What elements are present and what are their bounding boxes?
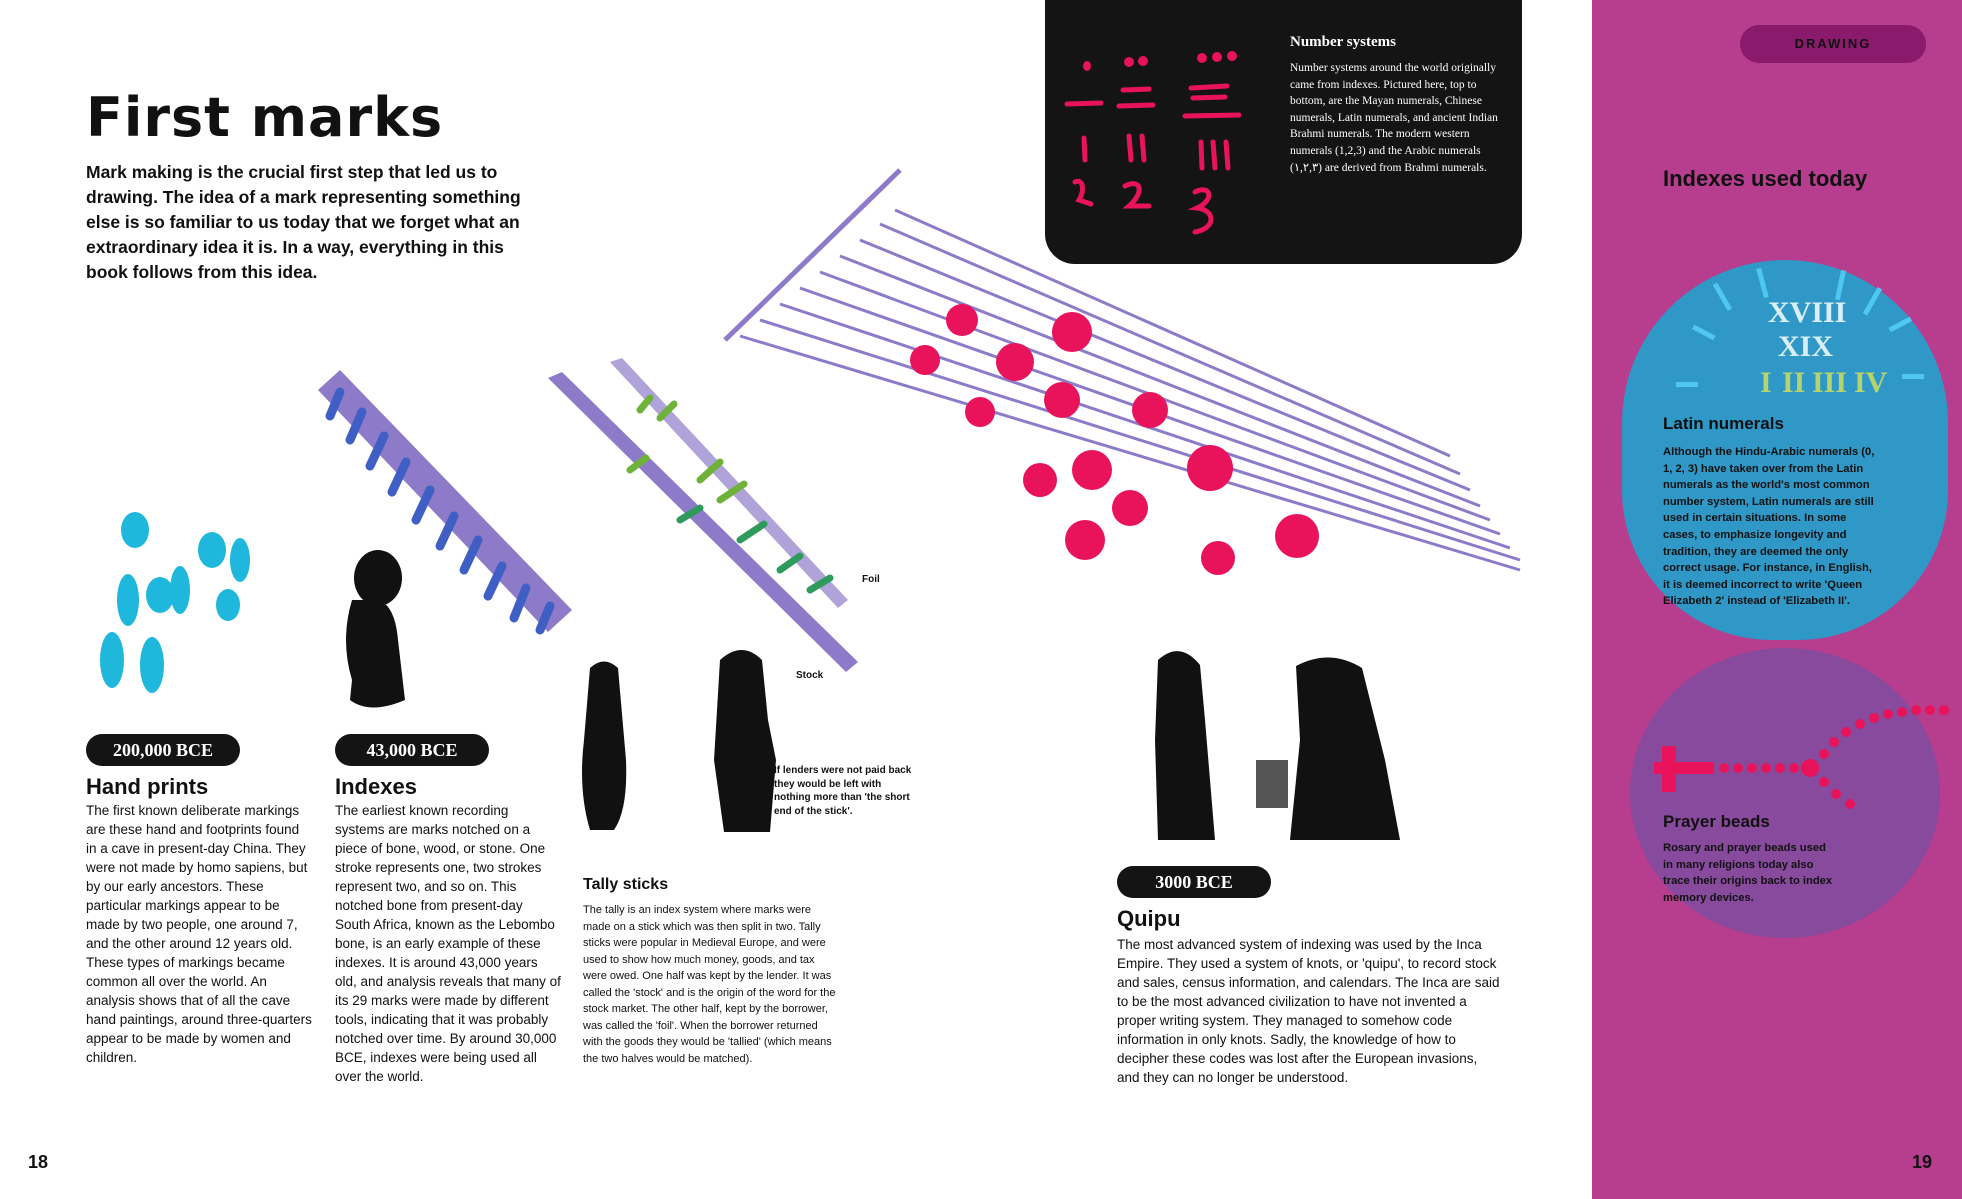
numeral-18: XVIII — [1768, 296, 1847, 329]
date-badge-hand-prints: 200,000 BCE — [86, 734, 240, 766]
indexes-heading: Indexes — [335, 774, 417, 799]
tally-caption: If lenders were not paid back they would be left with nothing more than 'the short end of the stick'. — [774, 765, 912, 817]
page-title: First marks — [86, 86, 444, 149]
tally-figures-illustration — [582, 650, 776, 832]
numeral-2: II — [1782, 366, 1806, 399]
drawing-tab[interactable]: DRAWING — [1740, 25, 1926, 63]
prayer-beads-body: Rosary and prayer beads used in many religions today also trace their origins back to index memory devices. — [1663, 842, 1833, 904]
quipu-illustration — [725, 170, 1520, 575]
tally-heading: Tally sticks — [583, 876, 669, 893]
prayer-beads-heading: Prayer beads — [1663, 812, 1770, 831]
quipu-figures-illustration — [1155, 651, 1400, 840]
stock-label: Stock — [796, 670, 824, 681]
hand-prints-heading: Hand prints — [86, 774, 209, 799]
latin-numerals-body: Although the Hindu-Arabic numerals (0, 1, 2, 3) have taken over from the Latin numerals as the world's most common number system, Latin numerals are still used in certain situations. In some cases, to emphasize longevity and tradition, they are deemed the only correct usage. For instance, in English, it is deemed incorrect to write 'Queen Elizabeth 2' instead of 'Elizabeth II'. — [1663, 446, 1875, 608]
sidebar-title: Indexes used today — [1663, 166, 1868, 191]
date-badge-indexes: 43,000 BCE — [335, 734, 489, 766]
intro-paragraph: Mark making is the crucial first step that led us to drawing. The idea of a mark representing something else is so familiar to us today that we forget what an extraordinary idea it is. In a way, everything in this book follows from this idea. — [86, 162, 521, 282]
latin-numerals-heading: Latin numerals — [1663, 414, 1784, 433]
tally-sticks-illustration — [548, 358, 858, 672]
numeral-4: IV — [1854, 366, 1888, 399]
numeral-19: XIX — [1778, 330, 1834, 363]
quipu-body: The most advanced system of indexing was used by the Inca Empire. They used a system of knots, or 'quipu', to record stock and sales, census information, and calendars. The Inca are said to be the most advanced civilization to have not invented a proper writing system. They managed to somehow code information in only knots. Sadly, the knowledge of how to decipher these codes was lost after the European invasions, and they can no longer be understood. — [1117, 937, 1500, 1085]
numeral-1: I — [1760, 366, 1772, 399]
lebombo-bone-illustration — [318, 370, 572, 632]
tally-body: The tally is an index system where marks were made on a stick which was then split in two. Tally sticks were popular in Medieval Europe, and were used to show how much money, goods, and tax were owed. One half was kept by the lender. It was called the 'stock' and is the origin of the word for the stock market. The other half, kept by the borrower, was called the 'foil'. When the borrower returned with the goods they would be 'tallied' (which means the two halves would be matched). — [583, 904, 836, 1065]
foil-label: Foil — [862, 574, 880, 585]
number-systems-heading: Number systems — [1290, 34, 1396, 50]
clock-numerals-illustration — [1660, 262, 1940, 412]
handprints-illustration — [100, 512, 250, 693]
hand-prints-body: The first known deliberate markings are these hand and footprints found in a cave in present-day China. They were not made by homo sapiens, but by our early ancestors. These particular markings appear to be made by two people, one around 7, and the other around 12 years old. These types of markings became common all over the world. An analysis shows that of all the cave hand paintings, around three-quarters appear to be made by women and children. — [86, 803, 312, 1065]
page-number-right: 19 — [1912, 1152, 1933, 1172]
indexes-body: The earliest known recording systems are marks notched on a piece of bone, wood, or stone. One stroke represents one, two strokes represent two, and so on. This notched bone from present-day South Africa, known as the Lebombo bone, is an early example of these indexes. It is around 43,000 years old, and analysis reveals that many of its 29 marks were made by different tools, indicating that it was probably notched over time. By around 30,000 BCE, indexes were being used all over the world. — [335, 803, 561, 1084]
page-number-left: 18 — [28, 1152, 49, 1172]
seated-figure-illustration — [346, 550, 405, 708]
quipu-heading: Quipu — [1117, 906, 1181, 931]
rosary-illustration — [1630, 690, 1962, 820]
numeral-3: III — [1812, 366, 1848, 399]
number-systems-body: Number systems around the world originally came from indexes. Pictured here, top to bottom, are the Mayan numerals, Chinese numerals, Latin numerals, and ancient Indian Brahmi numerals. The modern western numerals (1,2,3) and the Arabic numerals (١,٢,٣) are derived from Brahmi numerals. — [1290, 62, 1498, 174]
date-badge-quipu: 3000 BCE — [1117, 866, 1271, 898]
